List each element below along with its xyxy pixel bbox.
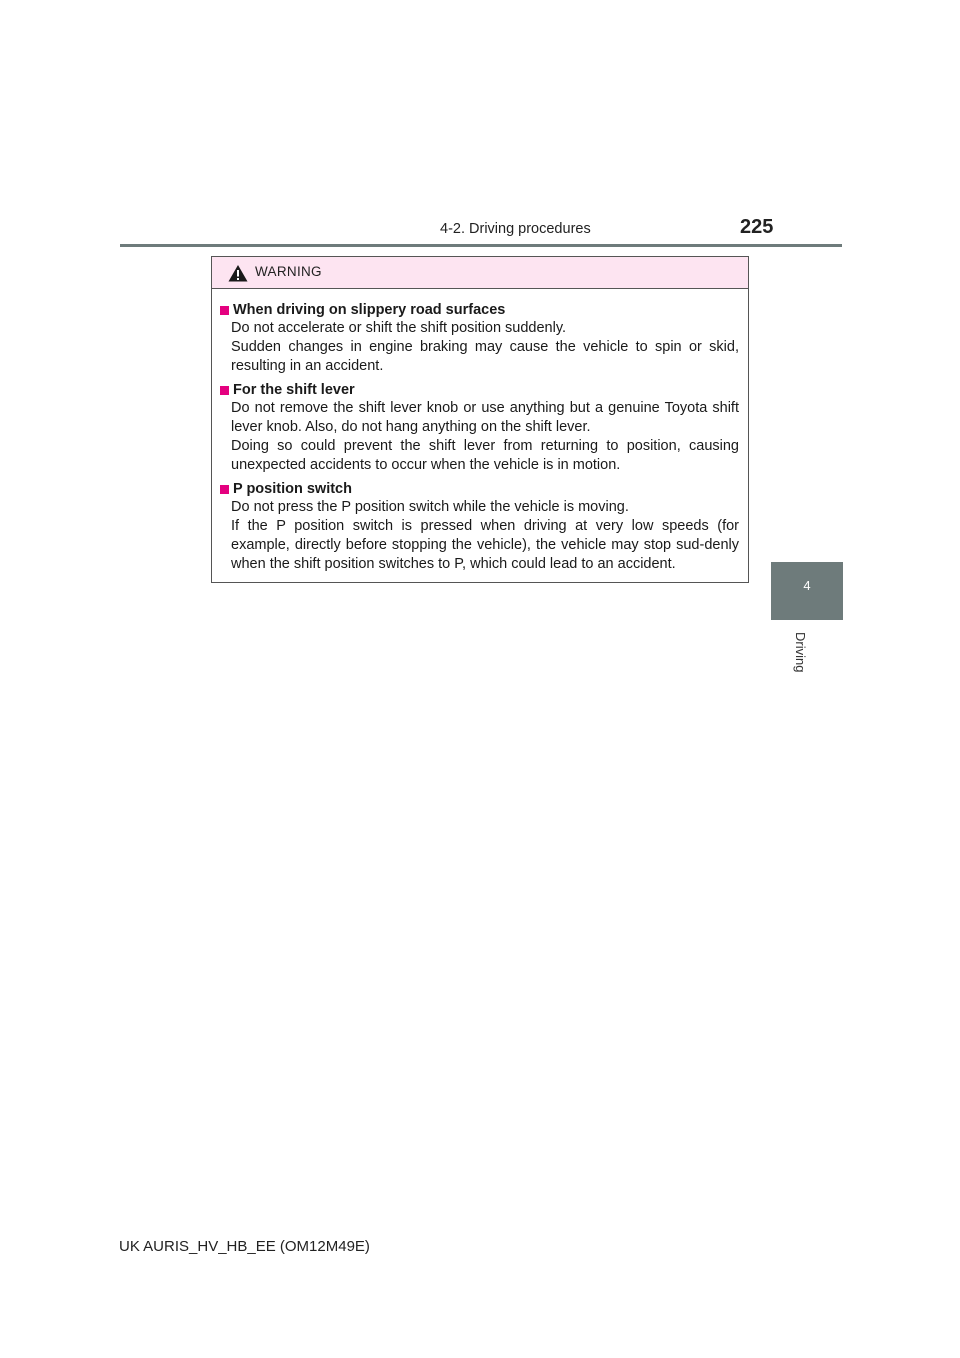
square-bullet-icon bbox=[220, 485, 229, 494]
section-title: 4-2. Driving procedures bbox=[440, 221, 591, 237]
item-paragraph: Do not press the P position switch while the vehicle is moving. bbox=[231, 499, 629, 515]
warning-item-p-position-switch bbox=[220, 480, 739, 574]
item-paragraph: Sudden changes in engine braking may cause the vehicle to spin or skid, resulting in an accident. bbox=[231, 339, 739, 374]
chapter-number: 4 bbox=[803, 578, 811, 593]
warning-item-shift-lever bbox=[220, 381, 739, 475]
warning-header bbox=[212, 257, 748, 289]
item-paragraph: Do not remove the shift lever knob or use anything but a genuine Toyota shift lever knob. Also, do not hang anything on the shift lever. bbox=[231, 400, 739, 435]
item-paragraph: If the P position switch is pressed when driving at very low speeds (for example, directly before stopping the vehicle), the vehicle may stop sud-denly when the shift position switches to P, which could lead to an accident. bbox=[231, 518, 739, 572]
warning-box bbox=[211, 256, 749, 583]
item-paragraph: Doing so could prevent the shift lever from returning to position, causing unexpected accidents to occur when the vehicle is in motion. bbox=[231, 438, 739, 473]
item-heading: For the shift lever bbox=[233, 382, 355, 398]
header-divider bbox=[120, 244, 842, 247]
chapter-tab bbox=[771, 562, 843, 620]
warning-item-slippery-roads bbox=[220, 301, 739, 376]
model-code: UK AURIS_HV_HB_EE (OM12M49E) bbox=[119, 1238, 370, 1255]
warning-title: WARNING bbox=[255, 264, 322, 279]
square-bullet-icon bbox=[220, 306, 229, 315]
square-bullet-icon bbox=[220, 386, 229, 395]
warning-triangle-icon bbox=[228, 264, 248, 282]
item-paragraph: Do not accelerate or shift the shift position suddenly. bbox=[231, 320, 567, 336]
item-heading: When driving on slippery road surfaces bbox=[233, 302, 506, 318]
item-heading: P position switch bbox=[233, 481, 352, 497]
chapter-label: Driving bbox=[793, 632, 808, 673]
page-number: 225 bbox=[740, 216, 774, 238]
warning-body bbox=[212, 289, 748, 574]
